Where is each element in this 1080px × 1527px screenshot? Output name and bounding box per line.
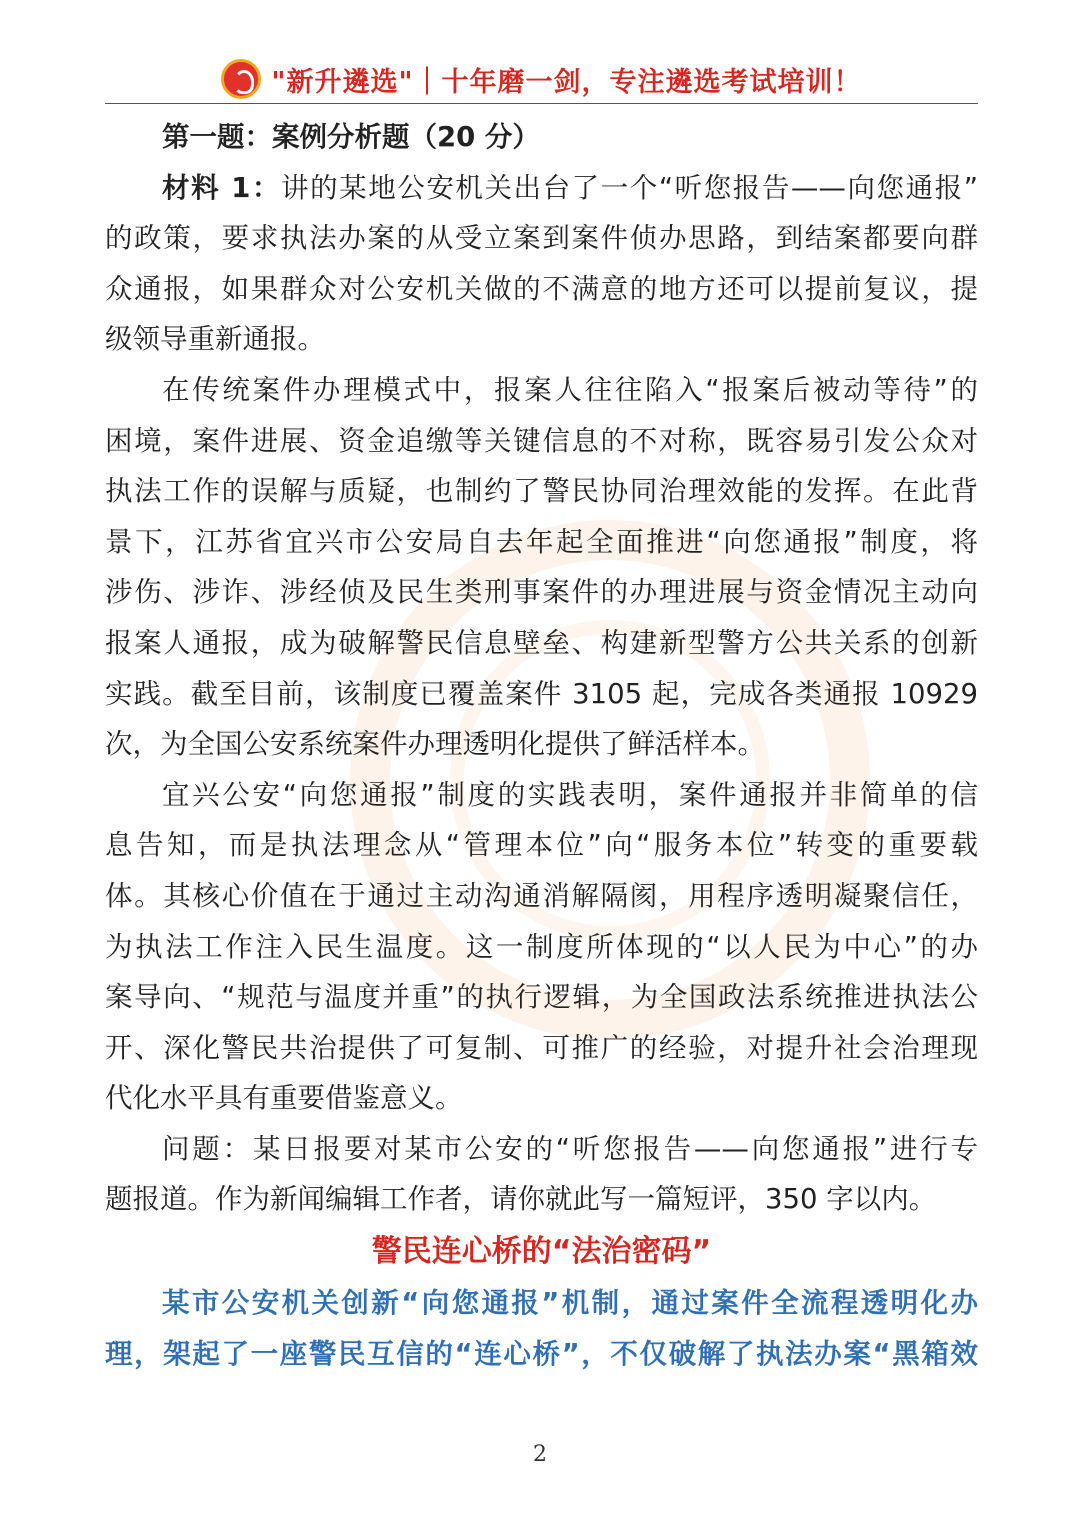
header-divider: [105, 103, 978, 104]
answer-title: 警民连心桥的“法治密码”: [371, 1234, 712, 1270]
question-paragraph: [105, 1124, 978, 1225]
paragraph-line: 执法工作的误解与质疑，也制约了警民协同治理效能的发挥。在此背: [105, 475, 978, 508]
paragraph-2: [105, 365, 978, 770]
document-body: [105, 112, 978, 1379]
paragraph-line: 为执法工作注入民生温度。这一制度所体现的“以人民为中心”的办: [105, 930, 978, 963]
page-number: 2: [533, 1442, 547, 1467]
paragraph-line: 的政策，要求执法办案的从受立案到案件侦办思路，到结案都要向群: [105, 222, 978, 255]
material-label: 材料 1：: [162, 171, 282, 204]
paragraph-line: 实践。截至目前，该制度已覆盖案件 3105 起，完成各类通报 10929: [105, 677, 978, 710]
paragraph-line: 理，架起了一座警民互信的“连心桥”，不仅破解了执法办案“黑箱效: [105, 1337, 978, 1370]
paragraph-line: 某市公安机关创新“向您通报”机制，通过案件全流程透明化办: [162, 1287, 978, 1320]
answer-paragraph: [105, 1278, 978, 1379]
page-header: [105, 54, 978, 104]
school-seal-logo-icon: [221, 59, 261, 99]
paragraph-line: 困境，案件进展、资金追缴等关键信息的不对称，既容易引发公众对: [105, 424, 978, 457]
paragraph-line: 次，为全国公安系统案件办理透明化提供了鲜活样本。: [105, 728, 765, 761]
paragraph-line: 问题：某日报要对某市公安的“听您报告——向您通报”进行专: [162, 1132, 978, 1165]
paragraph-line: 案导向、“规范与温度并重”的执行逻辑，为全国政法系统推进执法公: [105, 981, 978, 1014]
material-1-paragraph: [105, 163, 978, 365]
paragraph-3: [105, 770, 978, 1124]
paragraph-line: 在传统案件办理模式中，报案人往往陷入“报案后被动等待”的: [162, 373, 978, 406]
section-heading: 第一题：案例分析题（20 分）: [162, 121, 540, 153]
paragraph-line: 息告知，而是执法理念从“管理本位”向“服务本位”转变的重要载: [105, 829, 978, 862]
paragraph-line: 涉伤、涉诈、涉经侦及民生类刑事案件的办理进展与资金情况主动向: [105, 576, 978, 609]
paragraph-line: 景下，江苏省宜兴市公安局自去年起全面推进“向您通报”制度，将: [105, 525, 978, 558]
paragraph-line: 代化水平具有重要借鉴意义。: [105, 1082, 463, 1115]
header-title: "新升遴选"｜十年磨一剑，专注遴选考试培训！: [271, 66, 862, 98]
paragraph-line: 开、深化警民共治提供了可复制、可推广的经验，对提升社会治理现: [105, 1031, 978, 1064]
paragraph-line: 题报道。作为新闻编辑工作者，请你就此写一篇短评，350 字以内。: [105, 1183, 937, 1216]
paragraph-line: 级领导重新通报。: [105, 323, 325, 356]
paragraph-line: 宜兴公安“向您通报”制度的实践表明，案件通报并非简单的信: [162, 778, 978, 811]
paragraph-line: 材料 1：讲的某地公安机关出台了一个“听您报告——向您通报”: [162, 171, 978, 204]
paragraph-line: 报案人通报，成为破解警民信息壁垒、构建新型警方公共关系的创新: [105, 626, 978, 659]
paragraph-line: 体。其核心价值在于通过主动沟通消解隔阂，用程序透明凝聚信任，: [105, 879, 978, 912]
paragraph-line: 众通报，如果群众对公安机关做的不满意的地方还可以提前复议，提: [105, 272, 978, 305]
